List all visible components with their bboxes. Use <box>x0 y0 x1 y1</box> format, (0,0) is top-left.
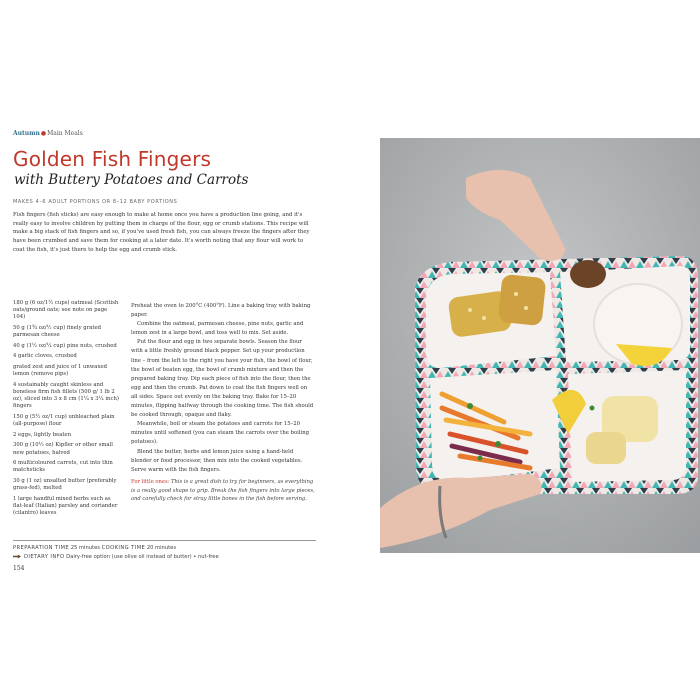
ingredient-item: 150 g (5½ oz/1 cup) unbleached plain (all-purpose) flour <box>13 413 115 428</box>
ingredient-item: 40 g (1½ oz/¼ cup) pine nuts, crushed <box>13 342 117 349</box>
note-text: This is a great dish to try for beginners, as everything is a really good shape to grip. Break the fish fingers into large pieces, and carefully check for stray little bones in the fish before serving. <box>131 479 315 503</box>
ingredient-item: 50 g (1¾ oz/½ cup) finely grated parmesan cheese <box>13 325 102 339</box>
dietary-row <box>13 553 313 562</box>
ingredient-item: 4 sustainably caught skinless and boneless firm fish fillets (500 g/ 1 lb 2 oz), sliced into 3 x 8 cm (1¼ x 3¼ inch) fingers <box>13 381 119 410</box>
ingredient-item: 30 g (1 oz) unsalted butter (preferably grass-fed), melted <box>13 477 117 492</box>
ingredient-item: 2 eggs, lightly beaten <box>13 431 72 438</box>
note-label: For little ones: <box>131 479 170 485</box>
breadcrumb-separator-icon: ● <box>40 130 47 137</box>
cook-time-label: COOKING TIME <box>101 545 146 551</box>
ingredient-item: 1 large handful mixed herbs such as flat-leaf (Italian) parsley and coriander (cilantro) leaves <box>13 495 118 517</box>
breadcrumb-category: Main Meals <box>47 130 83 137</box>
ingredient-item: 6 multicoloured carrots, cut into thin matchsticks <box>13 460 113 474</box>
method-step: Preheat the oven to 200°C (400°F). Line a baking tray with baking paper. <box>131 303 311 319</box>
method-step: Meanwhile, boil or steam the potatoes and carrots for 15–20 minutes until softened (you can steam the carrots over the boiling potatoes). <box>131 421 310 446</box>
recipe-photo <box>380 138 700 553</box>
divided-plate <box>415 256 698 494</box>
arrow-icon <box>13 555 21 559</box>
recipe-title: Golden Fish Fingers <box>13 147 212 171</box>
toy-figure <box>570 260 606 288</box>
ingredient-item: 300 g (10½ oz) Kipfler or other small new potatoes, halved <box>13 442 113 456</box>
page-number: 154 <box>13 565 25 572</box>
little-ones-note <box>131 478 315 504</box>
prep-time-label: PREPARATION TIME <box>13 545 70 551</box>
method-step: Blend the butter, herbs and lemon juice using a hand-held blender or food processor, then mix into the cooked vegetables. Serve warm with the fish fingers. <box>131 448 303 473</box>
method-steps <box>131 302 315 475</box>
recipe-footer <box>13 540 313 562</box>
dietary-value: Dairy-free option (use olive oil instead of butter) • nut-free <box>66 554 219 560</box>
cook-time-value: 20 minutes <box>146 545 177 551</box>
dietary-label: DIETARY INFO <box>24 554 65 560</box>
prep-time-value: 25 minutes <box>70 545 100 551</box>
recipe-intro: Fish fingers (fish sticks) are easy enough to make at home once you have a production line going, and it's really easy to involve children by putting them in charge of the flour, egg or crumb stations. This recipe will make a big stack of fish fingers and so, if you've used fresh fish, you can always freeze the fingers after they have been crumbed and save them for cooking at a later date. It's worth noting that any flour will work to coat the fish, it's just there to help the egg and crumb stick. <box>13 212 310 253</box>
timing-row <box>13 544 313 553</box>
breadcrumb <box>13 130 83 137</box>
breadcrumb-section: Autumn <box>13 130 40 137</box>
photo-illustration <box>380 138 700 553</box>
ingredient-item: grated zest and juice of 1 unwaxed lemon (remove pips) <box>13 363 107 378</box>
recipe-yield: MAKES 4–6 ADULT PORTIONS OR 8–12 BABY PORTIONS <box>13 199 178 205</box>
method-step: Put the flour and egg in two separate bowls. Season the flour with a little freshly ground black pepper. Set up your production line – from the left to the right you have your fish, the bowl of flour, the bowl of beaten egg, the bowl of crumb mixture and then the prepared baking tray. Dip each piece of fish into the flour, then the egg and then the crumb. Pat down to coat the fish fingers well on all sides. Space out evenly on the baking tray. Bake for 15–20 minutes, flipping halfway through the cooking time. The fish should be cooked through, opaque and flaky. <box>131 339 314 419</box>
ingredient-item: 4 garlic cloves, crushed <box>13 353 77 360</box>
recipe-subtitle: with Buttery Potatoes and Carrots <box>14 172 249 188</box>
method-step: Combine the oatmeal, parmesan cheese, pine nuts, garlic and lemon zest in a large bowl, and toss well to mix. Set aside. <box>131 321 304 337</box>
footer-divider <box>13 540 316 541</box>
ingredient-item: 180 g (6 oz/1½ cups) oatmeal (Scottish oats/ground oats; see note on page 104) <box>13 300 119 321</box>
ingredients-list <box>13 300 121 521</box>
